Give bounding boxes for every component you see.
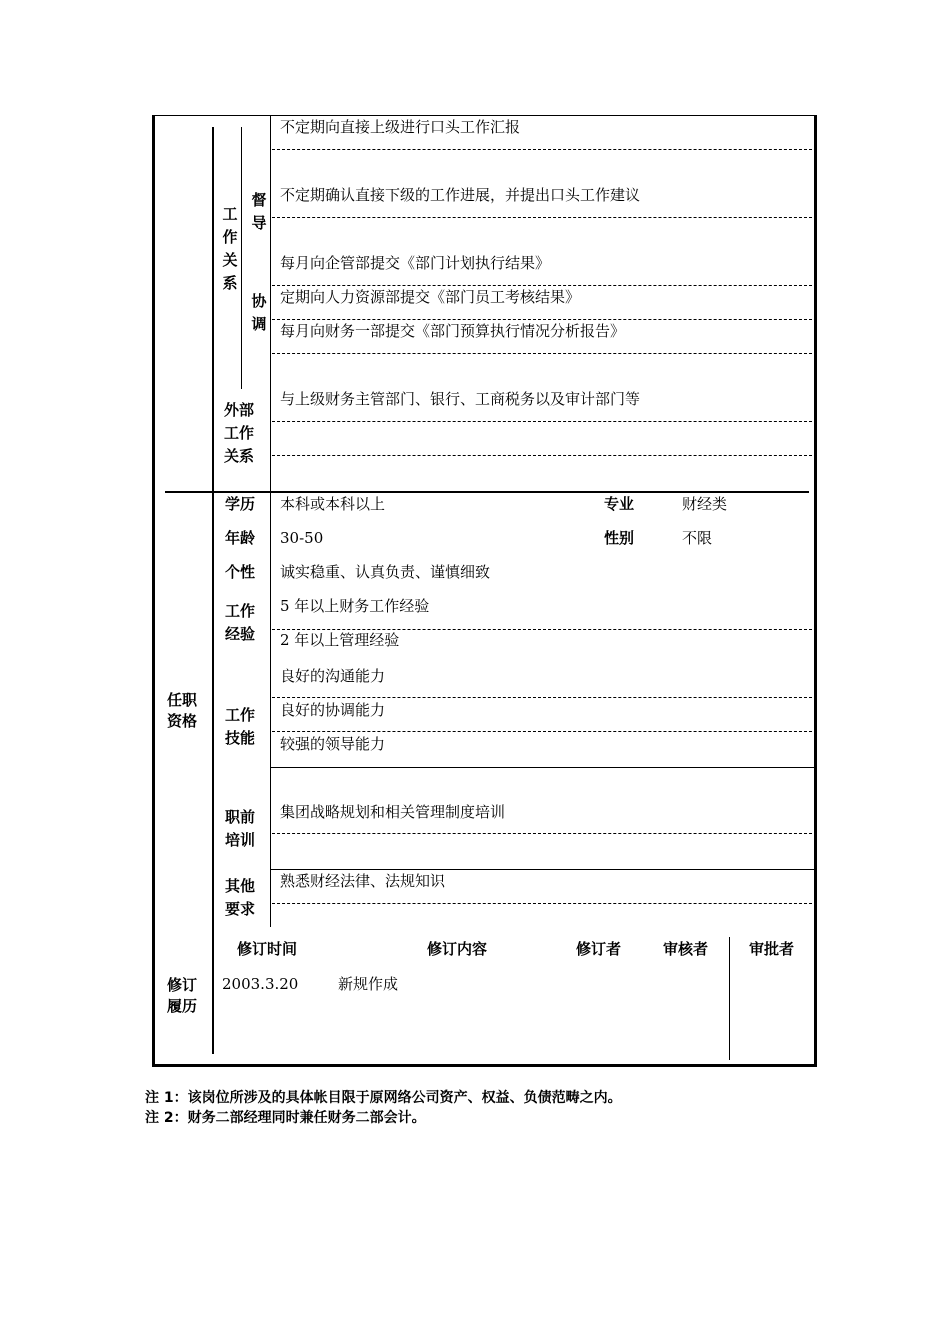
revision-header-content: 修订内容: [427, 940, 488, 958]
relation-item: 不定期确认直接下级的工作进展，并提出口头工作建议: [280, 186, 641, 204]
skills-label: 工作技能: [225, 706, 256, 747]
revision-divider: [729, 937, 730, 1060]
other-requirements-label: 其他要求: [225, 877, 256, 918]
education-label: 学历: [225, 495, 256, 513]
dashed-line: [272, 731, 812, 732]
revision-header-reviewer: 审核者: [663, 940, 709, 958]
coordinate-label: 协调: [251, 292, 267, 333]
revision-header-time: 修订时间: [237, 940, 298, 958]
work-relations-label: 工作关系: [222, 205, 238, 292]
revision-date: 2003.3.20: [222, 975, 299, 993]
row-line-training-end: [270, 869, 814, 870]
age-label: 年龄: [225, 529, 256, 547]
revision-history-label: 修订履历: [167, 976, 198, 1015]
note-2: 注 2：财务二部经理同时兼任财务二部会计。: [145, 1110, 426, 1126]
gender-value: 不限: [682, 529, 713, 547]
row-line-skills-end: [270, 767, 814, 768]
training-value: 集团战略规划和相关管理制度培训: [280, 803, 506, 821]
dashed-line: [272, 455, 812, 456]
dashed-line: [272, 421, 812, 422]
dashed-line: [272, 217, 812, 218]
age-value: 30-50: [280, 529, 324, 547]
major-value: 财经类: [682, 495, 728, 513]
major-label: 专业: [604, 495, 635, 513]
personality-label: 个性: [225, 563, 256, 581]
training-label: 职前培训: [225, 808, 256, 849]
divider-col-3: [270, 115, 271, 927]
divider-col-2: [241, 127, 242, 389]
dashed-line: [272, 285, 812, 286]
gender-label: 性别: [604, 529, 635, 547]
dashed-line: [272, 697, 812, 698]
other-requirements-value: 熟悉财经法律、法规知识: [280, 872, 446, 890]
qualifications-label: 任职资格: [167, 691, 198, 730]
supervise-label: 督导: [251, 191, 267, 232]
relation-item: 每月向财务一部提交《部门预算执行情况分析报告》: [280, 322, 626, 340]
revision-header-reviser: 修订者: [576, 940, 622, 958]
dashed-line: [272, 353, 812, 354]
experience-label: 工作经验: [225, 602, 256, 643]
external-relation-item: 与上级财务主管部门、银行、工商税务以及审计部门等: [280, 390, 641, 408]
note-1: 注 1：该岗位所涉及的具体帐目限于原网络公司资产、权益、负债范畴之内。: [145, 1090, 622, 1106]
relation-item: 定期向人力资源部提交《部门员工考核结果》: [280, 288, 581, 306]
education-value: 本科或本科以上: [280, 495, 386, 513]
dashed-line: [272, 903, 812, 904]
skill-item: 较强的领导能力: [280, 735, 386, 753]
dashed-line: [272, 319, 812, 320]
frame-top: [152, 115, 817, 116]
relation-item: 不定期向直接上级进行口头工作汇报: [280, 118, 521, 136]
skill-item: 良好的协调能力: [280, 701, 386, 719]
relation-item: 每月向企管部提交《部门计划执行结果》: [280, 254, 551, 272]
revision-header-approver: 审批者: [749, 940, 795, 958]
external-relations-label: 外部工作关系: [224, 401, 255, 465]
experience-item: 5 年以上财务工作经验: [280, 597, 430, 615]
experience-item: 2 年以上管理经验: [280, 631, 400, 649]
skill-item: 良好的沟通能力: [280, 667, 386, 685]
frame-left: [152, 115, 155, 1067]
frame-right: [814, 115, 817, 1067]
dashed-line: [272, 149, 812, 150]
dashed-line: [272, 833, 812, 834]
revision-content: 新规作成: [338, 975, 399, 993]
divider-col-1: [212, 127, 214, 1054]
frame-bottom: [152, 1064, 817, 1067]
section-separator-qualifications: [165, 491, 809, 493]
personality-value: 诚实稳重、认真负责、谨慎细致: [280, 563, 491, 581]
